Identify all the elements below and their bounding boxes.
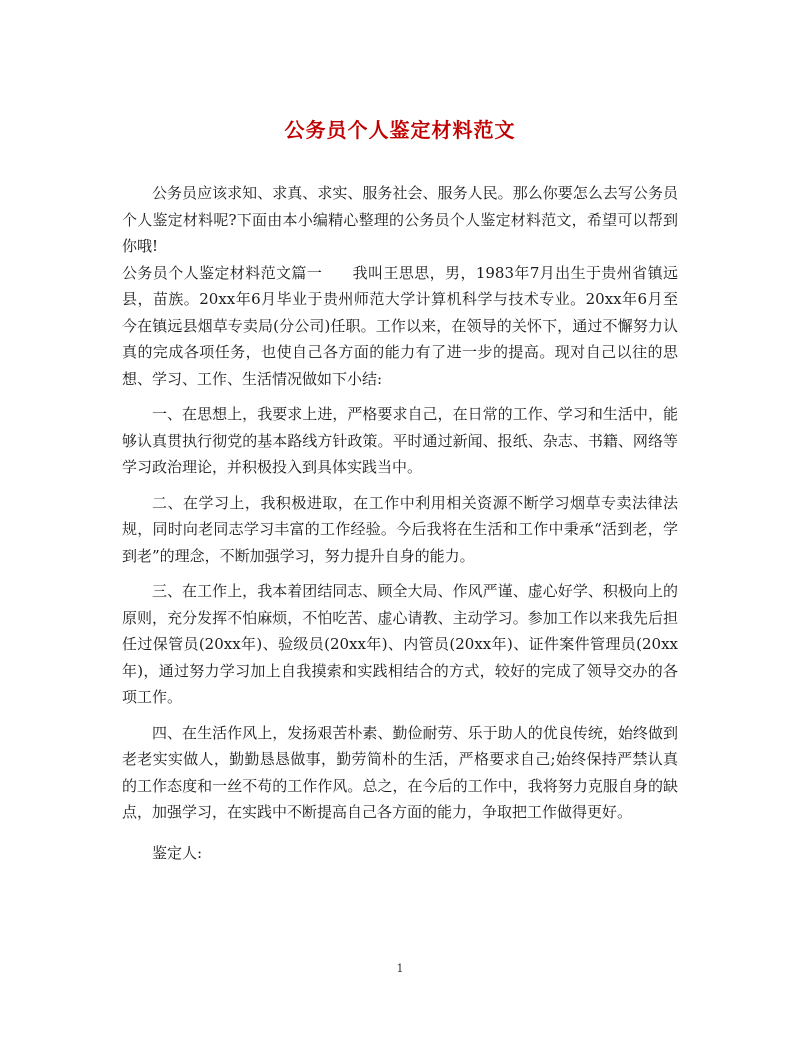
paragraph-thought: 一、在思想上，我要求上进，严格要求自己，在日常的工作、学习和生活中，能够认真贯执行彻党的基本路线方针政策。平时通过新闻、报纸、杂志、书籍、网络等学习政治理论，并积极投入到具体实践当中。 bbox=[122, 405, 678, 476]
intro-paragraph: 公务员应该求知、求真、求实、服务社会、服务人民。那么你要怎么去写公务员个人鉴定材料呢?下面由本小编精心整理的公务员个人鉴定材料范文，希望可以帮到你哦! bbox=[122, 184, 678, 255]
document-body bbox=[122, 180, 678, 866]
paragraph-work: 三、在工作上，我本着团结同志、顾全大局、作风严谨、虚心好学、积极向上的原则，充分发挥不怕麻烦，不怕吃苦、虚心请教、主动学习。参加工作以来我先后担任过保管员(20xx年)、验级员(20xx年)、内管员(20xx年)、证件案件管理员(20xx年)，通过努力学习加上自我摸索和实践相结合的方式，较好的完成了领导交办的各项工作。 bbox=[122, 582, 678, 706]
section-intro: 我叫王思思，男，1983年7月出生于贵州省镇远县，苗族。20xx年6月毕业于贵州师范大学计算机科学与技术专业。20xx年6月至今在镇远县烟草专卖局(分公司)任职。工作以来，在领导的关怀下，通过不懈努力认真的完成各项任务，也使自己各方面的能力有了进一步的提高。现对自己以往的思想、学习、工作、生活情况做如下小结: bbox=[122, 263, 678, 388]
signature-label: 鉴定人: bbox=[152, 843, 203, 862]
document-title: 公务员个人鉴定材料范文 bbox=[284, 118, 516, 142]
paragraph-study: 二、在学习上，我积极进取，在工作中利用相关资源不断学习烟草专卖法律法规，同时向老同志学习丰富的工作经验。今后我将在生活和工作中秉承“活到老，学到老”的理念，不断加强学习，努力提升自身的能力。 bbox=[122, 493, 678, 565]
section-first-paragraph bbox=[122, 260, 678, 393]
paragraph-life: 四、在生活作风上，发扬艰苦朴素、勤俭耐劳、乐于助人的优良传统，始终做到老老实实做人，勤勤恳恳做事，勤劳简朴的生活，严格要求自己;始终保持严禁认真的工作态度和一丝不苟的工作作风。总之，在今后的工作中，我将努力克服自身的缺点，加强学习，在实践中不断提高自己各方面的能力，争取把工作做得更好。 bbox=[122, 723, 678, 821]
page-number: 1 bbox=[396, 962, 404, 975]
section-heading: 公务员个人鉴定材料范文篇一 bbox=[122, 263, 323, 282]
